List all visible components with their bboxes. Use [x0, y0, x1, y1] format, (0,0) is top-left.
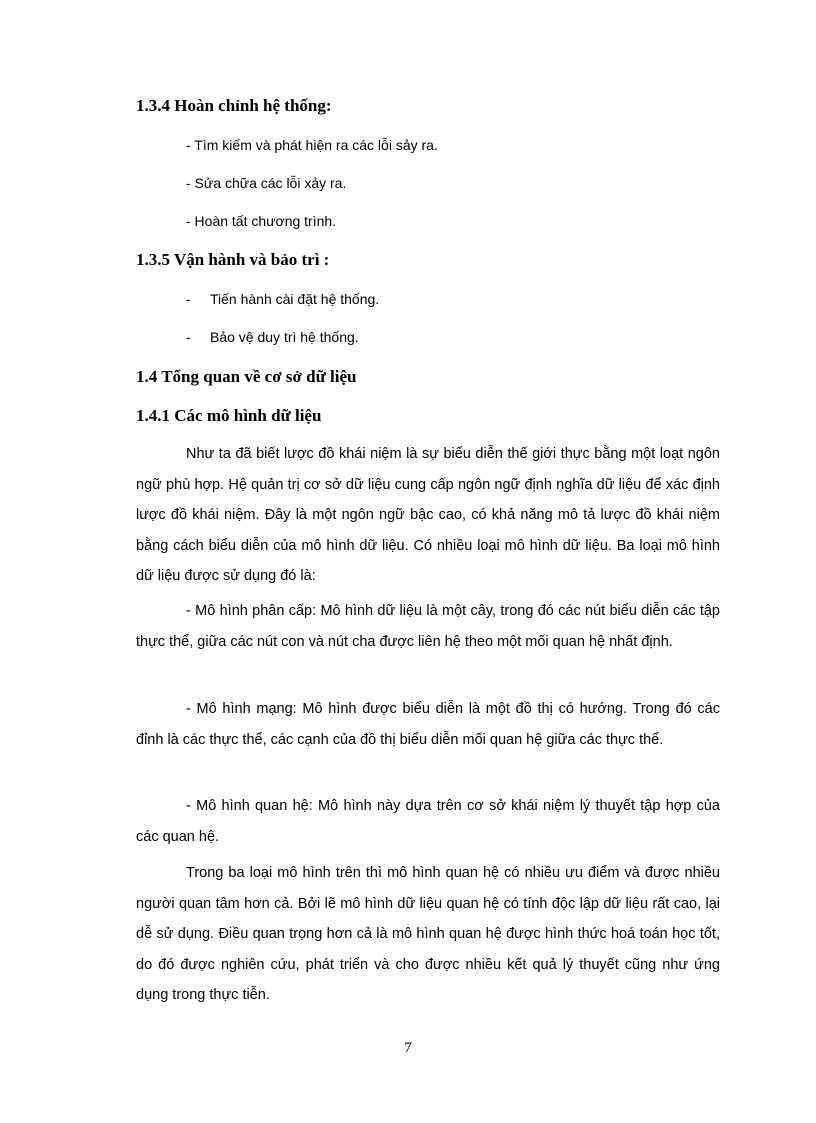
list-item: - Hoàn tất chương trình. — [186, 213, 337, 229]
paragraph-relational-model: - Mô hình quan hệ: Mô hình này dựa trên cơ sở khái niệm lý thuyết tập hợp của các quan hệ. — [136, 798, 720, 845]
list-bullet: - — [186, 291, 191, 307]
list-item: Bảo vệ duy trì hệ thống. — [210, 329, 359, 345]
paragraph-conclusion: Trong ba loại mô hình trên thì mô hình quan hệ có nhiều ưu điểm và được nhiều người quan tâm hơn cả. Bởi lẽ mô hình dữ liệu quan hệ có tính độc lập dữ liệu rất cao, lại dễ sử dụng. Điều quan trọng hơn cả là mô hình quan hệ được hình thức hoá toán học tốt, do đó được nghiên cứu, phát triển và cho được nhiều kết quả lý thuyết cũng như ứng dụng trong thực tiễn. — [136, 865, 720, 1003]
heading-1-4-1: 1.4.1 Các mô hình dữ liệu — [136, 406, 322, 425]
paragraph-network-model: - Mô hình mạng: Mô hình được biểu diễn là một đồ thị có hướng. Trong đó các đỉnh là các thực thể, các cạnh của đồ thị biểu diễn mối quan hệ giữa các thực thể. — [136, 701, 720, 748]
paragraph-intro: Như ta đã biết lược đồ khái niệm là sự biểu diễn thế giới thực bằng một loạt ngôn ngữ phù hợp. Hệ quản trị cơ sở dữ liệu cung cấp ngôn ngữ định nghĩa dữ liệu để xác định lược đồ khái niệm. Đây là một ngôn ngữ bậc cao, có khả năng mô tả lược đồ khái niệm bằng cách biểu diễn của mô hình dữ liệu. Có nhiều loại mô hình dữ liệu. Ba loại mô hình dữ liệu được sử dụng đó là: — [136, 446, 720, 584]
list-bullet: - — [186, 329, 191, 345]
page-number: 7 — [404, 1040, 412, 1056]
list-item: - Tìm kiếm và phát hiện ra các lỗi sảy ra. — [186, 137, 438, 153]
heading-1-3-4: 1.3.4 Hoàn chỉnh hệ thống: — [136, 96, 332, 115]
heading-1-4: 1.4 Tổng quan về cơ sở dữ liệu — [136, 367, 357, 386]
list-item: - Sửa chữa các lỗi xảy ra. — [186, 175, 347, 191]
heading-1-3-5: 1.3.5 Vận hành và bảo trì : — [136, 250, 330, 269]
list-item: Tiến hành cài đặt hệ thống. — [210, 291, 380, 307]
paragraph-hierarchical-model: - Mô hình phân cấp: Mô hình dữ liệu là một cây, trong đó các nút biểu diễn các tập thực thể, giữa các nút con và nút cha được liên hệ theo một mối quan hệ nhất định. — [136, 603, 720, 650]
